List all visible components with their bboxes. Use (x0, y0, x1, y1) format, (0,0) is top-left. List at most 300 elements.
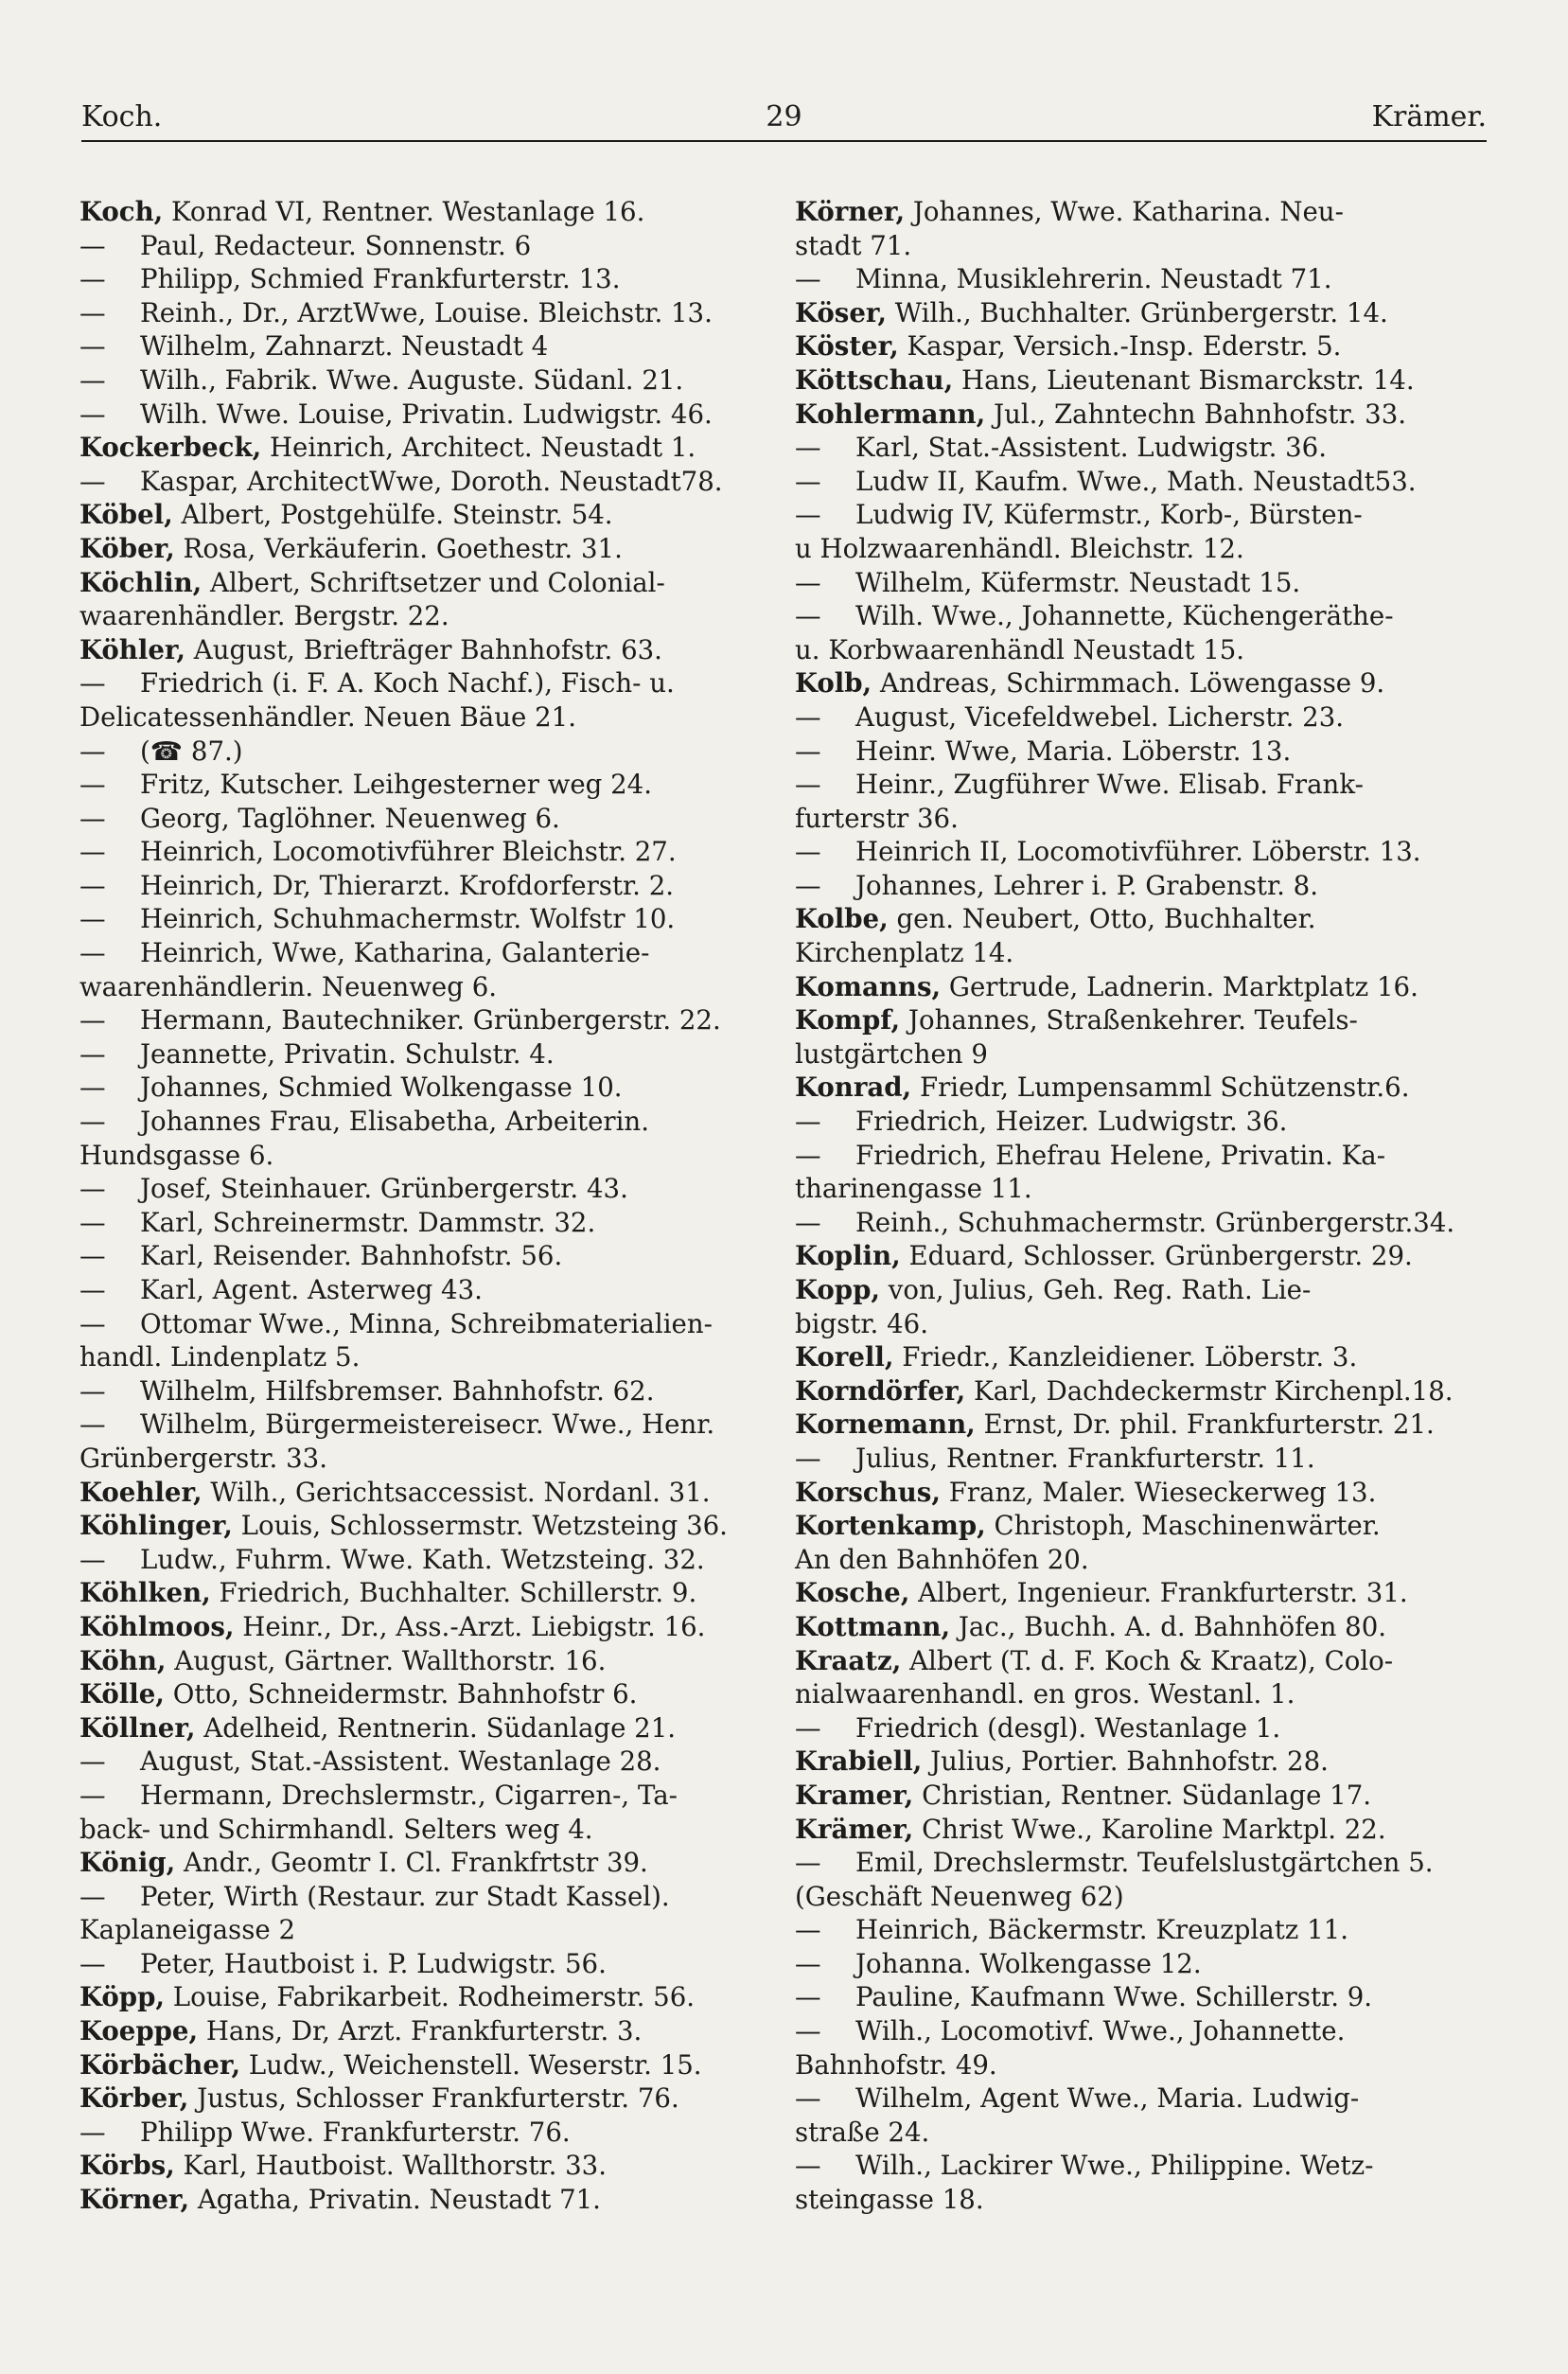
entry-text: August, Gärtner. Wallthorstr. 16. (166, 1644, 607, 1676)
directory-entry (795, 1273, 1461, 1340)
directory-entry (79, 532, 742, 566)
repeat-dash: — (79, 1106, 106, 1138)
entry-text: Adelheid, Rentnerin. Südanlage 21. (195, 1711, 677, 1744)
entry-text: Friedr., Kanzleidiener. Löberstr. 3. (893, 1341, 1358, 1373)
entry-text: Eduard, Schlosser. Grünbergerstr. 29. (900, 1240, 1413, 1272)
repeat-dash: — (795, 869, 821, 901)
directory-entry (795, 431, 1461, 465)
directory-entry (795, 398, 1461, 432)
directory-entry (795, 566, 1461, 600)
repeat-dash: — (79, 937, 106, 969)
entry-text: Karl, Stat.-Assistent. Ludwigstr. 36. (855, 432, 1328, 464)
entry-text: Hans, Lieutenant Bismarckstr. 14. (953, 363, 1415, 396)
directory-entry (795, 970, 1461, 1004)
entry-text: Christian, Rentner. Südanlage 17. (913, 1779, 1372, 1811)
entry-surname: Köser, (795, 296, 888, 328)
entry-text: Jeannette, Privatin. Schulstr. 4. (140, 1037, 555, 1070)
entry-text: Johannes, Straßenkehrer. Teufels- (900, 1004, 1358, 1036)
directory-entry (795, 1644, 1461, 1711)
entry-text: Heinrich, Wwe, Katharina, Galanterie- (140, 937, 650, 969)
directory-entry (79, 1374, 742, 1408)
entry-surname: Koch, (79, 196, 164, 227)
entry-surname: Korell, (795, 1341, 894, 1373)
directory-entry (79, 2048, 742, 2082)
repeat-dash: — (795, 600, 821, 632)
entry-text: Friedr, Lumpensamml Schützenstr.6. (911, 1072, 1410, 1104)
entry-text: Ludw., Weichenstell. Weserstr. 15. (240, 2048, 702, 2081)
directory-entry (79, 1779, 742, 1846)
entry-surname: Köbel, (79, 499, 173, 531)
entry-text: Christ Wwe., Karoline Marktpl. 22. (913, 1813, 1386, 1845)
entry-continuation: stadt 71. (795, 229, 912, 261)
entry-surname: Köber, (79, 532, 175, 564)
directory-entry (795, 700, 1461, 735)
entry-text: von, Julius, Geh. Reg. Rath. Lie- (879, 1274, 1312, 1305)
entry-text: Franz, Maler. Wieseckerweg 13. (940, 1476, 1377, 1508)
entry-surname: Kopp, (795, 1274, 880, 1305)
repeat-dash: — (79, 869, 106, 901)
directory-entry (795, 835, 1461, 869)
directory-entry (79, 1206, 742, 1240)
directory-entry (795, 599, 1461, 666)
directory-entry (79, 431, 742, 465)
left-column (79, 195, 742, 2325)
directory-entry (795, 869, 1461, 903)
directory-entry (79, 735, 742, 769)
entry-continuation: waarenhändler. Bergstr. 22. (79, 600, 449, 632)
entry-text: Heinr. Wwe, Maria. Löberstr. 13. (855, 735, 1292, 767)
entry-text: Karl, Hautboist. Wallthorstr. 33. (174, 2150, 607, 2182)
entry-surname: Krabiell, (795, 1745, 923, 1778)
entry-continuation: u Holzwaarenhändl. Bleichstr. 12. (795, 532, 1244, 564)
repeat-dash: — (79, 229, 106, 261)
entry-surname: Kramer, (795, 1779, 914, 1811)
repeat-dash: — (79, 1947, 106, 1979)
repeat-dash: — (79, 330, 106, 363)
directory-entry (79, 1846, 742, 1880)
entry-text: Julius, Portier. Bahnhofstr. 28. (922, 1745, 1329, 1778)
directory-entry (79, 2183, 742, 2217)
entry-text: August, Vicefeldwebel. Licherstr. 23. (855, 700, 1345, 733)
directory-entry (79, 1711, 742, 1745)
repeat-dash: — (79, 2116, 106, 2148)
directory-entry (79, 1273, 742, 1307)
directory-entry (795, 1576, 1461, 1610)
entry-text: Heinrich, Bäckermstr. Kreuzplatz 11. (855, 1914, 1348, 1946)
repeat-dash: — (79, 903, 106, 935)
header-right-keyword: Krämer. (1371, 100, 1487, 133)
repeat-dash: — (79, 1173, 106, 1205)
entry-text: Andreas, Schirmmach. Löwengasse 9. (872, 667, 1385, 700)
directory-entry (795, 2149, 1461, 2216)
repeat-dash: — (79, 1779, 106, 1811)
entry-surname: Köchlin, (79, 566, 203, 598)
entry-text: Kaspar, ArchitectWwe, Doroth. Neustadt78. (140, 465, 723, 497)
directory-entry (795, 329, 1461, 363)
entry-text: (☎ 87.) (140, 735, 243, 767)
entry-text: Wilhelm, Zahnarzt. Neustadt 4 (140, 330, 549, 363)
entry-text: Wilh. Wwe. Louise, Privatin. Ludwigstr. 46. (140, 398, 713, 430)
entry-text: Friedrich, Ehefrau Helene, Privatin. Ka- (855, 1139, 1386, 1171)
entry-surname: Kortenkamp, (795, 1510, 986, 1542)
directory-entry (795, 1610, 1461, 1644)
directory-entry (79, 2116, 742, 2150)
directory-entry (79, 768, 742, 802)
entry-surname: Konrad, (795, 1072, 912, 1104)
repeat-dash: — (795, 1206, 821, 1238)
repeat-dash: — (795, 432, 821, 464)
repeat-dash: — (795, 1981, 821, 2013)
entry-surname: Körbs, (79, 2150, 175, 2182)
directory-entry (795, 1139, 1461, 1206)
directory-entry (795, 2082, 1461, 2149)
entry-surname: Koeppe, (79, 2015, 199, 2047)
repeat-dash: — (795, 566, 821, 598)
directory-entry (79, 802, 742, 836)
entry-text: Johanna. Wolkengasse 12. (855, 1947, 1202, 1979)
directory-entry (795, 2014, 1461, 2082)
directory-entry (795, 902, 1461, 969)
entry-text: Karl, Reisender. Bahnhofstr. 56. (140, 1240, 563, 1272)
entry-text: Johannes Frau, Elisabetha, Arbeiterin. (140, 1106, 649, 1138)
directory-entry (79, 2149, 742, 2183)
directory-entry (795, 1745, 1461, 1779)
entry-continuation: straße 24. (795, 2116, 930, 2148)
entry-continuation: Grünbergerstr. 33. (79, 1442, 327, 1474)
repeat-dash: — (795, 465, 821, 497)
entry-text: Ludw II, Kaufm. Wwe., Math. Neustadt53. (855, 465, 1417, 497)
directory-entry (79, 566, 742, 633)
entry-surname: Körner, (79, 2184, 190, 2216)
entry-text: Andr., Geomtr I. Cl. Frankfrtstr 39. (175, 1847, 648, 1879)
directory-entry (795, 262, 1461, 296)
repeat-dash: — (79, 836, 106, 868)
directory-entry (79, 1172, 742, 1206)
entry-text: Julius, Rentner. Frankfurterstr. 11. (855, 1442, 1315, 1474)
directory-entry (79, 1037, 742, 1072)
entry-text: Philipp, Schmied Frankfurterstr. 13. (140, 263, 621, 295)
entry-text: Wilhelm, Bürgermeistereisecr. Wwe., Henr. (140, 1408, 715, 1441)
entry-text: Ludw., Fuhrm. Wwe. Kath. Wetzsteing. 32. (140, 1543, 705, 1575)
entry-surname: Körner, (795, 196, 906, 227)
repeat-dash: — (795, 2082, 821, 2115)
directory-entry (795, 666, 1461, 700)
repeat-dash: — (79, 1206, 106, 1238)
repeat-dash: — (79, 1543, 106, 1575)
directory-entry (795, 195, 1461, 262)
entry-text: Hermann, Drechslermstr., Cigarren-, Ta- (140, 1779, 678, 1811)
entry-surname: Körber, (79, 2082, 189, 2115)
directory-entry (79, 1509, 742, 1543)
entry-text: Rosa, Verkäuferin. Goethestr. 31. (174, 532, 623, 564)
entry-text: Gertrude, Ladnerin. Marktplatz 16. (941, 970, 1418, 1002)
directory-entry (79, 1610, 742, 1644)
entry-text: Georg, Taglöhner. Neuenweg 6. (140, 802, 560, 834)
entry-surname: Köhlken, (79, 1577, 211, 1609)
entry-text: Albert, Schriftsetzer und Colonial- (202, 566, 665, 598)
entry-surname: Köllner, (79, 1711, 196, 1744)
entry-surname: Korndörfer, (795, 1374, 966, 1407)
entry-text: Heinr., Zugführer Wwe. Elisab. Frank- (855, 769, 1364, 801)
entry-surname: Kosche, (795, 1577, 910, 1609)
entry-text: Fritz, Kutscher. Leihgesterner weg 24. (140, 769, 652, 801)
entry-text: Johannes, Schmied Wolkengasse 10. (140, 1072, 623, 1104)
entry-text: Hermann, Bautechniker. Grünbergerstr. 22. (140, 1004, 721, 1036)
entry-continuation: handl. Lindenplatz 5. (79, 1341, 361, 1373)
directory-entry (79, 1677, 742, 1711)
directory-entry (79, 1239, 742, 1273)
repeat-dash: — (79, 769, 106, 801)
entry-text: Hans, Dr, Arzt. Frankfurterstr. 3. (198, 2015, 643, 2047)
entry-continuation: u. Korbwaarenhändl Neustadt 15. (795, 633, 1245, 665)
directory-entry (79, 936, 742, 1003)
repeat-dash: — (79, 1274, 106, 1305)
entry-text: Otto, Schneidermstr. Bahnhofstr 6. (164, 1678, 638, 1710)
directory-entry (79, 229, 742, 263)
repeat-dash: — (79, 1408, 106, 1441)
entry-text: Peter, Hautboist i. P. Ludwigstr. 56. (140, 1947, 607, 1979)
repeat-dash: — (79, 735, 106, 767)
repeat-dash: — (795, 1442, 821, 1474)
entry-text: Peter, Wirth (Restaur. zur Stadt Kassel). (140, 1880, 670, 1912)
entry-text: Heinr., Dr., Ass.-Arzt. Liebigstr. 16. (234, 1610, 706, 1642)
right-column (795, 195, 1461, 2325)
repeat-dash: — (79, 1240, 106, 1272)
directory-entry (79, 633, 742, 667)
entry-continuation: Bahnhofstr. 49. (795, 2048, 997, 2081)
entry-surname: Köhlinger, (79, 1510, 233, 1542)
entry-surname: König, (79, 1847, 176, 1879)
entry-text: Wilh., Buchhalter. Grünbergerstr. 14. (887, 296, 1388, 328)
entry-text: Jul., Zahntechn Bahnhofstr. 33. (985, 398, 1407, 430)
entry-text: Reinh., Dr., ArztWwe, Louise. Bleichstr. 13. (140, 296, 713, 328)
entry-text: Albert (T. d. F. Koch & Kraatz), Colo- (901, 1644, 1394, 1676)
directory-entry (79, 1745, 742, 1779)
entry-text: Heinrich II, Locomotivführer. Löberstr. 13. (855, 836, 1421, 868)
directory-entry (795, 1509, 1461, 1576)
entry-continuation: lustgärtchen 9 (795, 1037, 988, 1070)
directory-entry (795, 1105, 1461, 1139)
directory-entry (795, 1779, 1461, 1813)
entry-text: Konrad VI, Rentner. Westanlage 16. (163, 196, 645, 227)
entry-text: Heinrich, Dr, Thierarzt. Krofdorferstr. 2. (140, 869, 675, 901)
directory-entry (79, 398, 742, 432)
directory-entry (79, 666, 742, 734)
directory-entry (795, 1913, 1461, 1947)
entry-continuation: Kaplaneigasse 2 (79, 1914, 296, 1946)
directory-entry (795, 1980, 1461, 2014)
directory-entry (795, 1374, 1461, 1408)
entry-text: Minna, Musiklehrerin. Neustadt 71. (855, 263, 1332, 295)
entry-text: Reinh., Schuhmachermstr. Grünbergerstr.34. (855, 1206, 1455, 1238)
entry-text: Wilhelm, Küfermstr. Neustadt 15. (855, 566, 1301, 598)
directory-entry (795, 1206, 1461, 1240)
entry-continuation: (Geschäft Neuenweg 62) (795, 1880, 1124, 1912)
entry-text: Justus, Schlosser Frankfurterstr. 76. (188, 2082, 679, 2115)
directory-entry (795, 1408, 1461, 1442)
repeat-dash: — (795, 1711, 821, 1744)
header-left-keyword: Koch. (81, 100, 163, 133)
entry-text: Agatha, Privatin. Neustadt 71. (189, 2184, 601, 2216)
repeat-dash: — (79, 802, 106, 834)
entry-continuation: Hundsgasse 6. (79, 1139, 274, 1171)
directory-entry (795, 1003, 1461, 1071)
entry-text: Wilh., Fabrik. Wwe. Auguste. Südanl. 21. (140, 363, 684, 396)
directory-entry (79, 1476, 742, 1510)
directory-entry (795, 1476, 1461, 1510)
directory-entry (79, 465, 742, 499)
directory-entry (79, 869, 742, 903)
directory-entry (79, 262, 742, 296)
directory-entry (79, 1543, 742, 1577)
directory-entry (795, 1947, 1461, 1981)
entry-text: Ludwig IV, Küfermstr., Korb-, Bürsten- (855, 499, 1363, 531)
repeat-dash: — (795, 1947, 821, 1979)
directory-entry (79, 1644, 742, 1678)
repeat-dash: — (79, 363, 106, 396)
repeat-dash: — (795, 1914, 821, 1946)
directory-entry (795, 1442, 1461, 1476)
entry-surname: Körbächer, (79, 2048, 241, 2081)
entry-text: Karl, Agent. Asterweg 43. (140, 1274, 483, 1305)
repeat-dash: — (79, 1374, 106, 1407)
entry-text: Paul, Redacteur. Sonnenstr. 6 (140, 229, 532, 261)
repeat-dash: — (79, 398, 106, 430)
page-number: 29 (766, 100, 802, 133)
directory-entry (795, 363, 1461, 398)
repeat-dash: — (79, 1745, 106, 1778)
entry-text: Ottomar Wwe., Minna, Schreibmaterialien- (140, 1307, 713, 1339)
directory-entry (79, 1307, 742, 1374)
entry-text: Wilhelm, Agent Wwe., Maria. Ludwig- (855, 2082, 1360, 2115)
entry-text: Heinrich, Schuhmachermstr. Wolfstr 10. (140, 903, 676, 935)
repeat-dash: — (795, 1106, 821, 1138)
repeat-dash: — (79, 263, 106, 295)
entry-continuation: Delicatessenhändler. Neuen Bäue 21. (79, 700, 576, 733)
directory-entry (795, 296, 1461, 330)
directory-entry (79, 296, 742, 330)
entry-surname: Köster, (795, 330, 899, 363)
entry-text: Karl, Schreinermstr. Dammstr. 32. (140, 1206, 596, 1238)
entry-text: Josef, Steinhauer. Grünbergerstr. 43. (140, 1173, 628, 1205)
entry-text: Friedrich (i. F. A. Koch Nachf.), Fisch- u. (140, 667, 675, 700)
entry-surname: Kraatz, (795, 1644, 902, 1676)
entry-surname: Kohlermann, (795, 398, 986, 430)
directory-entry (795, 735, 1461, 769)
directory-entry (795, 465, 1461, 499)
directory-entry (795, 1711, 1461, 1745)
directory-entry (79, 1880, 742, 1947)
entry-text: Philipp Wwe. Frankfurterstr. 76. (140, 2116, 571, 2148)
entry-text: Wilhelm, Hilfsbremser. Bahnhofstr. 62. (140, 1374, 655, 1407)
entry-text: Louis, Schlossermstr. Wetzsteing 36. (232, 1510, 728, 1542)
entry-continuation: Kirchenplatz 14. (795, 937, 1014, 969)
repeat-dash: — (795, 263, 821, 295)
directory-entry (79, 1071, 742, 1105)
entry-surname: Kornemann, (795, 1408, 976, 1441)
directory-entry (79, 2082, 742, 2116)
repeat-dash: — (79, 1880, 106, 1912)
entry-surname: Kolbe, (795, 903, 889, 935)
directory-entry (79, 1003, 742, 1037)
repeat-dash: — (79, 1004, 106, 1036)
directory-entry (79, 329, 742, 363)
repeat-dash: — (79, 1037, 106, 1070)
entry-text: Wilh. Wwe., Johannette, Küchengeräthe- (855, 600, 1394, 632)
entry-text: August, Stat.-Assistent. Westanlage 28. (140, 1745, 661, 1778)
entry-surname: Kottmann, (795, 1610, 951, 1642)
repeat-dash: — (79, 465, 106, 497)
entry-continuation: An den Bahnhöfen 20. (795, 1543, 1089, 1575)
entry-text: Pauline, Kaufmann Wwe. Schillerstr. 9. (855, 1981, 1373, 2013)
directory-entry (79, 902, 742, 936)
entry-text: Albert, Ingenieur. Frankfurterstr. 31. (909, 1577, 1408, 1609)
entry-continuation: nialwaarenhandl. en gros. Westanl. 1. (795, 1678, 1295, 1710)
entry-continuation: furterstr 36. (795, 802, 959, 834)
page-header (81, 95, 1487, 142)
entry-text: Emil, Drechslermstr. Teufelslustgärtchen 5. (855, 1847, 1434, 1879)
entry-surname: Krämer, (795, 1813, 914, 1845)
directory-entry (795, 1340, 1461, 1374)
entry-text: Friedrich, Heizer. Ludwigstr. 36. (855, 1106, 1288, 1138)
repeat-dash: — (795, 2150, 821, 2182)
entry-continuation: bigstr. 46. (795, 1307, 928, 1339)
repeat-dash: — (79, 1307, 106, 1339)
repeat-dash: — (795, 735, 821, 767)
directory-entry (795, 1071, 1461, 1105)
repeat-dash: — (795, 1139, 821, 1171)
entry-surname: Kölle, (79, 1678, 165, 1710)
entry-text: Wilh., Lackirer Wwe., Philippine. Wetz- (855, 2150, 1374, 2182)
entry-surname: Koehler, (79, 1476, 203, 1508)
entry-surname: Komanns, (795, 970, 942, 1002)
entry-surname: Köpp, (79, 1981, 165, 2013)
entry-text: Johannes, Lehrer i. P. Grabenstr. 8. (855, 869, 1318, 901)
entry-text: Heinrich, Architect. Neustadt 1. (261, 432, 696, 464)
entry-surname: Köttschau, (795, 363, 954, 396)
entry-continuation: tharinengasse 11. (795, 1173, 1032, 1205)
directory-entry (79, 1408, 742, 1475)
directory-entry (79, 195, 742, 229)
repeat-dash: — (795, 836, 821, 868)
entry-text: Friedrich, Buchhalter. Schillerstr. 9. (210, 1577, 697, 1609)
repeat-dash: — (79, 667, 106, 700)
repeat-dash: — (79, 296, 106, 328)
entry-surname: Kockerbeck, (79, 432, 262, 464)
entry-text: Albert, Postgehülfe. Steinstr. 54. (172, 499, 613, 531)
repeat-dash: — (795, 769, 821, 801)
repeat-dash: — (795, 700, 821, 733)
repeat-dash: — (795, 1847, 821, 1879)
entry-continuation: steingasse 18. (795, 2184, 984, 2216)
directory-entry (79, 1105, 742, 1172)
entry-surname: Kompf, (795, 1004, 901, 1036)
entry-text: Louise, Fabrikarbeit. Rodheimerstr. 56. (164, 1981, 696, 2013)
entry-text: Kaspar, Versich.-Insp. Ederstr. 5. (898, 330, 1342, 363)
entry-surname: Kolb, (795, 667, 872, 700)
directory-entry (79, 498, 742, 532)
directory-entry (795, 1239, 1461, 1273)
entry-surname: Koplin, (795, 1240, 901, 1272)
directory-entry (795, 1846, 1461, 1913)
directory-entry (79, 1980, 742, 2014)
repeat-dash: — (79, 1072, 106, 1104)
entry-text: Christoph, Maschinenwärter. (985, 1510, 1381, 1542)
entry-text: Jac., Buchh. A. d. Bahnhöfen 80. (950, 1610, 1387, 1642)
entry-text: Wilh., Gerichtsaccessist. Nordanl. 31. (202, 1476, 711, 1508)
directory-entry (79, 363, 742, 398)
entry-text: gen. Neubert, Otto, Buchhalter. (888, 903, 1316, 935)
